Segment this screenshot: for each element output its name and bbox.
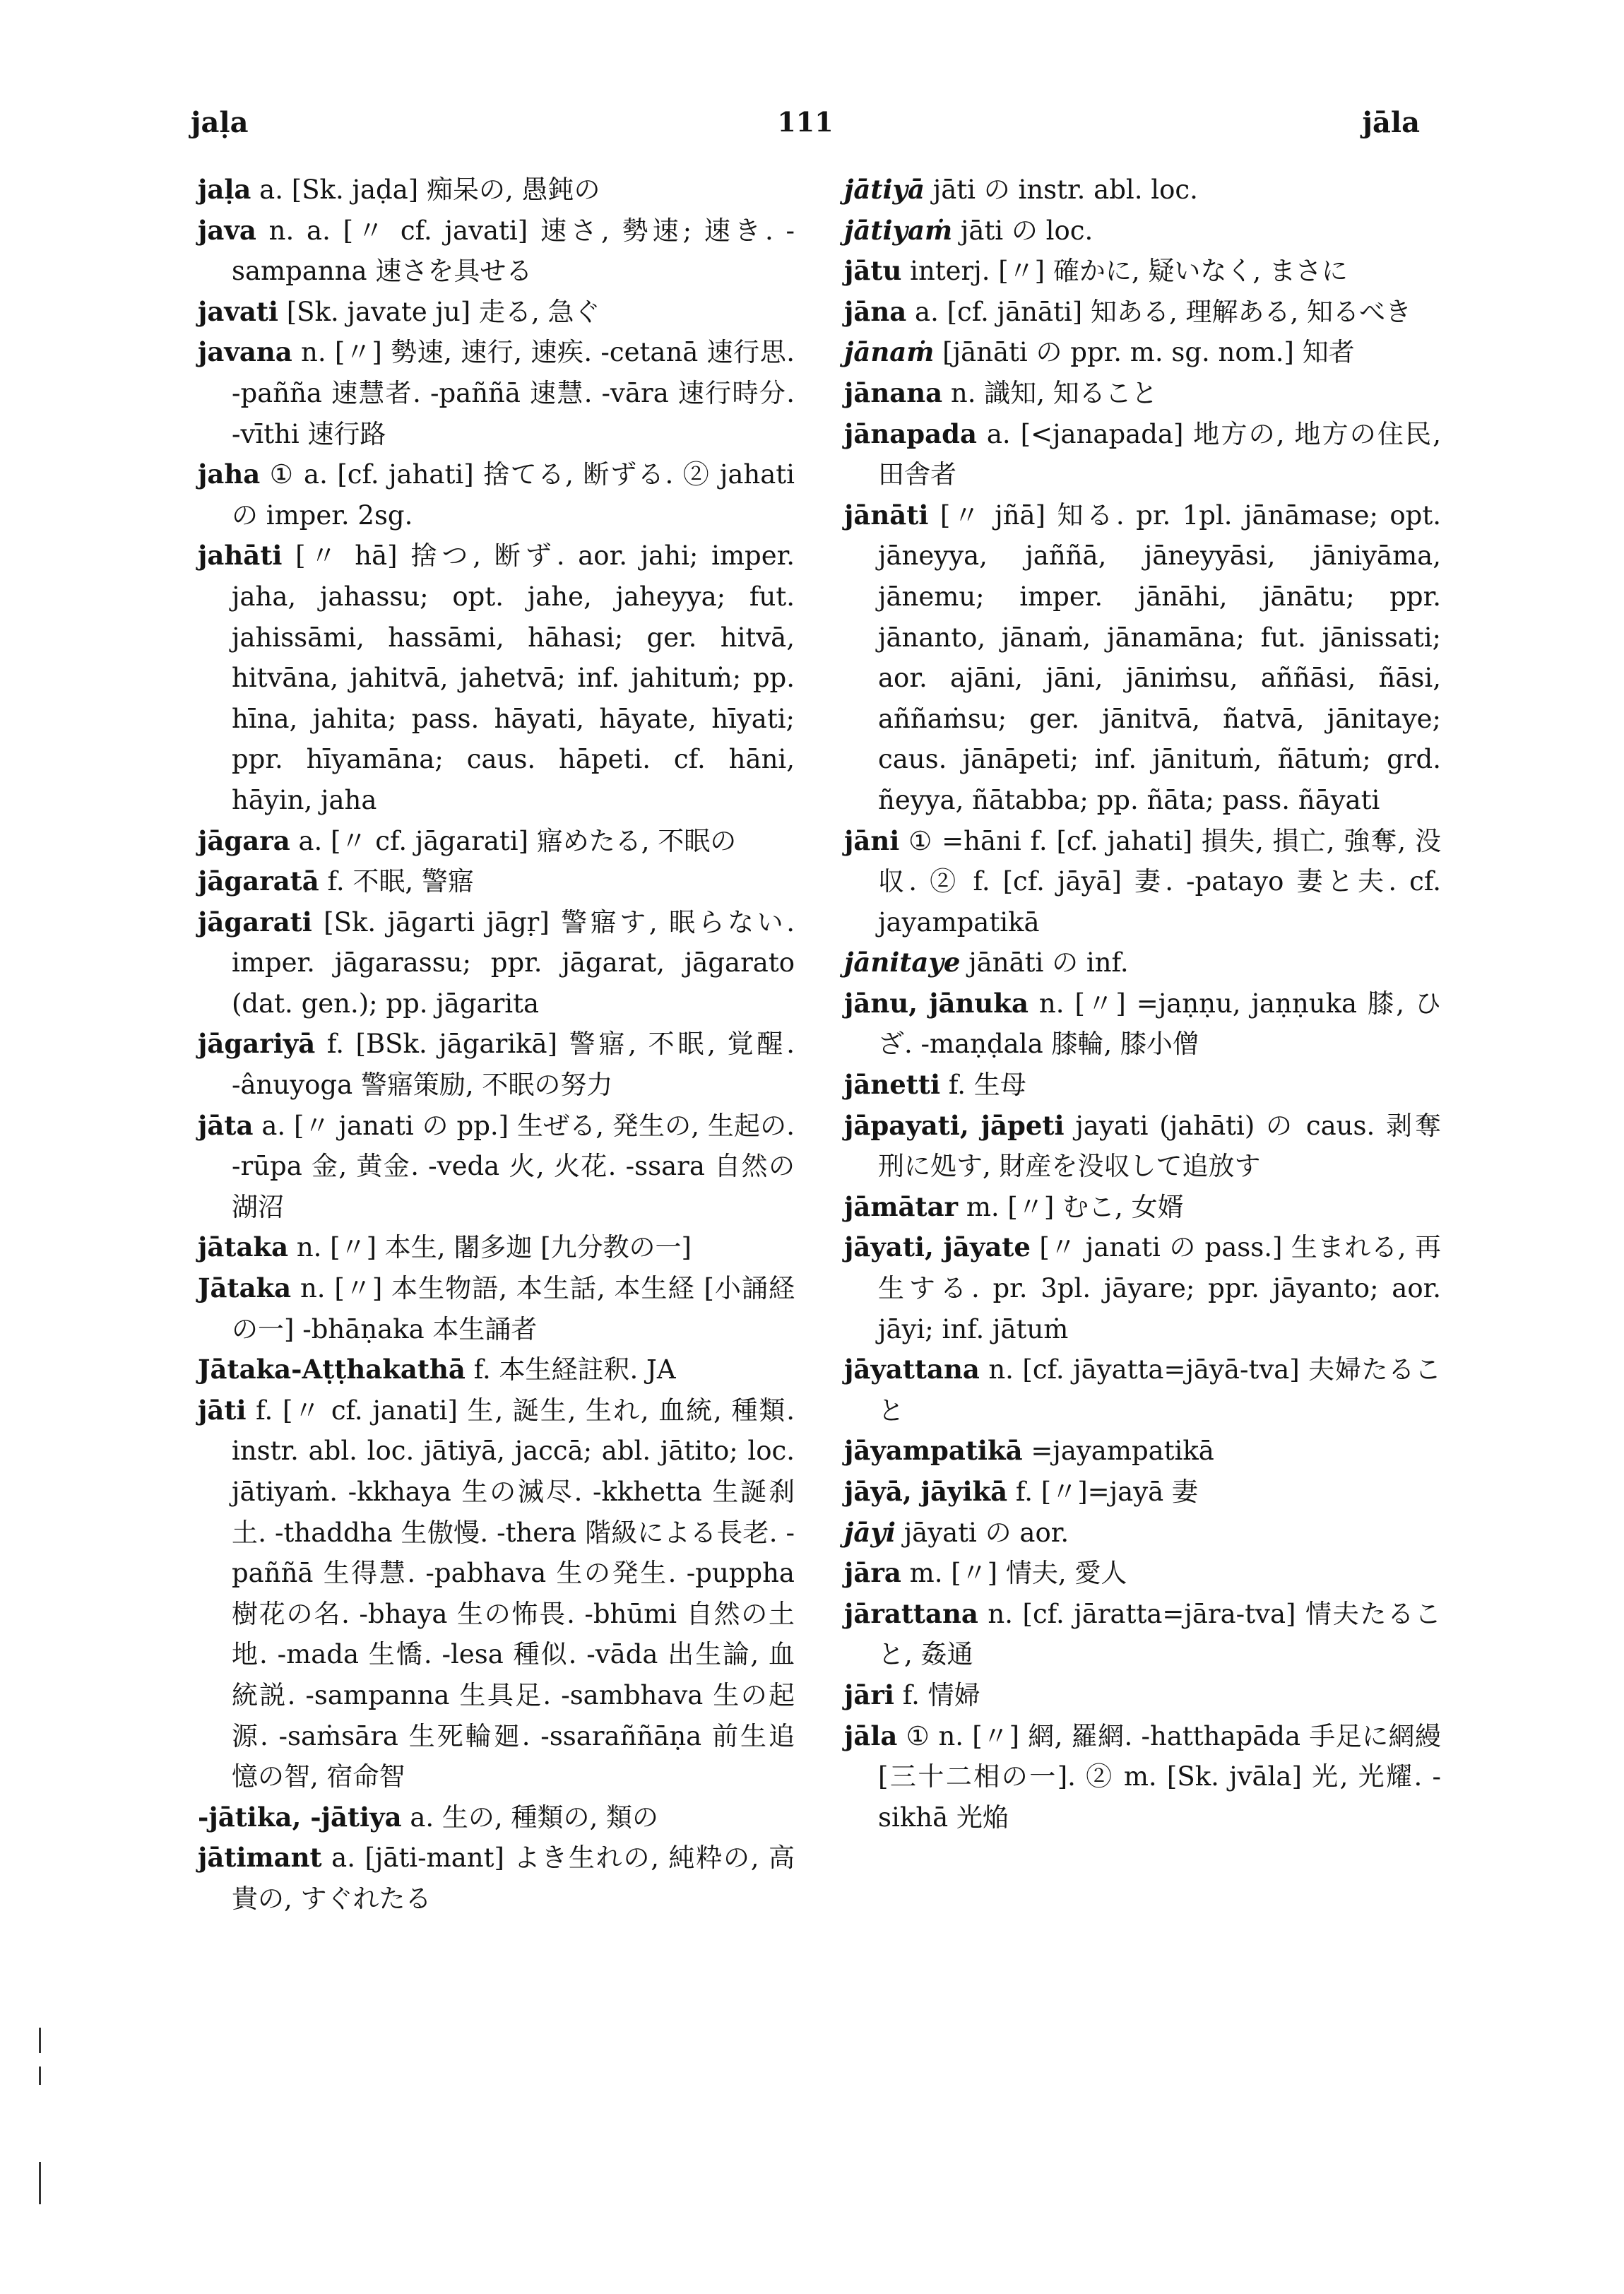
entry-headword: Jātaka <box>198 1272 292 1304</box>
dictionary-entry <box>198 1390 795 1797</box>
entry-headword: jātiyaṁ <box>844 214 953 246</box>
entry-definition: n. 識知, 知ること <box>950 377 1158 408</box>
dictionary-entry <box>198 1227 795 1268</box>
entry-definition: [jānāti の ppr. m. sg. nom.] 知者 <box>942 337 1355 368</box>
dictionary-entry <box>844 1065 1441 1106</box>
dictionary-entry <box>844 170 1441 211</box>
entry-definition: [〃 hā] 捨つ, 断ず. aor. jahi; imper. jaha, jahassu; opt. jahe, jaheyya; fut. jahissāmi, hassāmi, hāhasi; ger. hitvā, hitvāna, jahitvā, jahetvā; inf. jahituṁ; pp. hīna, jahita; pass. hāyati, hāyate, hīyati; ppr. hīyamāna; caus. hāpeti. cf. hāni, hāyin, jaha <box>232 540 795 815</box>
dictionary-entry <box>844 1431 1441 1472</box>
entry-headword: jārattana <box>844 1597 978 1629</box>
entry-definition: a. [〃 cf. jāgarati] 寤めたる, 不眠の <box>298 825 737 856</box>
entry-headword: jānaṁ <box>844 336 935 368</box>
dictionary-entry <box>844 1187 1441 1228</box>
left-column <box>198 170 795 1920</box>
entry-headword: jaḷa <box>198 174 251 205</box>
right-column <box>844 170 1441 1838</box>
entry-definition: n. [〃] 本生, 闍多迦 [九分教の一] <box>296 1232 692 1263</box>
entry-headword: jāna <box>844 295 907 327</box>
entry-definition: a. [cf. jānāti] 知ある, 理解ある, 知るべき <box>915 296 1412 327</box>
dictionary-entry <box>844 1675 1441 1716</box>
entry-definition: f. 本生経註釈. JA <box>473 1354 676 1385</box>
dictionary-entry <box>844 1227 1441 1349</box>
entry-definition: jāti の loc. <box>960 215 1093 246</box>
entry-headword: jānana <box>844 377 943 408</box>
dictionary-entry <box>844 373 1441 414</box>
dictionary-entry <box>844 495 1441 821</box>
entry-headword: jaha <box>198 459 261 490</box>
entry-definition: jayati (jahāti) の caus. 剥奪刑に処す, 財産を没収して追放す <box>878 1110 1441 1182</box>
entry-headword: jāmātar <box>844 1190 959 1222</box>
dictionary-entry <box>844 1349 1441 1431</box>
page-header <box>191 106 1420 155</box>
entry-headword: jātimant <box>198 1842 322 1874</box>
dictionary-entry <box>844 332 1441 373</box>
entry-definition: interj. [〃] 確かに, 疑いなく, まさに <box>910 256 1348 287</box>
entry-definition: ① n. [〃] 網, 羅網. -hatthapāda 手足に網縵 [三十二相の一]. ② m. [Sk. jvāla] 光, 光耀. -sikhā 光焔 <box>878 1720 1441 1833</box>
entry-definition: n. [〃] =jaṇṇu, jaṇṇuka 膝, ひざ. -maṇḍala 膝輪, 膝小僧 <box>878 988 1441 1060</box>
dictionary-entry <box>198 454 795 536</box>
entry-headword: jāyā, jāyikā <box>844 1476 1008 1507</box>
entry-definition: [Sk. jāgarti jāgṛ] 警寤す, 眠らない. imper. jāgarassu; ppr. jāgarat, jāgarato (dat. gen.); pp. jāgarita <box>232 906 795 1019</box>
entry-definition: f. 生母 <box>948 1070 1026 1101</box>
entry-definition: n. a. [〃 cf. javati] 速さ, 勢速; 速き. -sampanna 速さを具せる <box>232 215 795 287</box>
entry-headword: jāti <box>198 1394 247 1426</box>
dictionary-entry <box>198 211 795 292</box>
entry-definition: f. [〃 cf. janati] 生, 誕生, 生れ, 血統, 種類. instr. abl. loc. jātiyā, jaccā; abl. jātito; loc. jātiyaṁ. -kkhaya 生の滅尽. -kkhetta 生誕刹土. -thaddha 生傲慢. -thera 階級による長老. -paññā 生得慧. -pabhava 生の発生. -puppha 樹花の名. -bhaya 生の怖畏. -bhūmi 自然の土地. -mada 生憍. -lesa 種似. -vāda 出生論, 血統説. -sampanna 生具足. -sambhava 生の起源. -saṁsāra 生死輪廻. -ssaraññāṇa 前生追憶の智, 宿命智 <box>232 1395 795 1792</box>
page-number: 111 <box>777 106 834 138</box>
dictionary-entry <box>198 1349 795 1390</box>
margin-mark <box>39 2028 41 2053</box>
entry-definition: f. [〃]=jayā 妻 <box>1015 1477 1198 1507</box>
entry-headword: jāyampatikā <box>844 1435 1023 1467</box>
entry-headword: jāgaratā <box>198 865 319 897</box>
dictionary-entry <box>198 821 795 862</box>
dictionary-entry <box>198 536 795 820</box>
dictionary-entry <box>844 292 1441 333</box>
entry-definition: jānāti の inf. <box>968 947 1129 979</box>
entry-definition: f. 不眠, 警寤 <box>327 866 474 897</box>
entry-definition: a. [Sk. jaḍa] 痴呆の, 愚鈍の <box>259 175 600 205</box>
entry-headword: jāla <box>844 1720 898 1751</box>
entry-headword: jātaka <box>198 1231 289 1263</box>
dictionary-entry <box>198 1024 795 1105</box>
dictionary-entry <box>844 942 1441 983</box>
entry-definition: [〃 janati の pass.] 生まれる, 再生する. pr. 3pl. jāyare; ppr. jāyanto; aor. jāyi; inf. jātuṁ <box>878 1232 1441 1344</box>
entry-headword: jāyati, jāyate <box>844 1231 1031 1263</box>
dictionary-entry <box>198 1268 795 1349</box>
entry-headword: jahāti <box>198 540 283 572</box>
dictionary-entry <box>844 1472 1441 1513</box>
entry-definition: n. [〃] 本生物語, 本生話, 本生経 [小誦経の一] -bhāṇaka 本生誦者 <box>232 1273 795 1344</box>
entry-headword: jāgara <box>198 824 290 856</box>
entry-headword: Jātaka-Aṭṭhakathā <box>198 1354 466 1385</box>
entry-definition: a. [<janapada] 地方の, 地方の住民, 田舎者 <box>878 418 1441 490</box>
entry-definition: f. 情婦 <box>902 1679 980 1710</box>
dictionary-entry <box>844 1106 1441 1187</box>
dictionary-entry <box>198 1106 795 1228</box>
entry-headword: jānapada <box>844 418 977 449</box>
entry-definition: n. [〃] 勢速, 速行, 速疾. -cetanā 速行思. -pañña 速慧者. -paññā 速慧. -vāra 速行時分. -vīthi 速行路 <box>232 337 795 449</box>
entry-headword: jānāti <box>844 499 929 531</box>
dictionary-entry <box>844 821 1441 943</box>
entry-headword: jānu, jānuka <box>844 987 1029 1019</box>
entry-headword: jāyi <box>844 1516 896 1548</box>
entry-headword: jāta <box>198 1109 254 1141</box>
dictionary-entry <box>844 1594 1441 1675</box>
dictionary-entry <box>844 211 1441 252</box>
entry-headword: jāgarati <box>198 906 312 938</box>
entry-headword: jāni <box>844 824 900 856</box>
entry-definition: n. [cf. jāyatta=jāyā-tva] 夫婦たること <box>878 1354 1441 1426</box>
dictionary-entry <box>198 1797 795 1838</box>
entry-headword: jāra <box>844 1557 901 1589</box>
margin-mark <box>39 2067 41 2085</box>
dictionary-entry <box>198 902 795 1024</box>
entry-headword: jāgariyā <box>198 1028 316 1060</box>
entry-headword: -jātika, -jātiya <box>198 1801 402 1833</box>
entry-definition: m. [〃] 情夫, 愛人 <box>909 1558 1127 1589</box>
dictionary-entry <box>198 1838 795 1919</box>
dictionary-entry <box>198 332 795 454</box>
margin-mark <box>39 2162 41 2204</box>
entry-definition: a. 生の, 種類の, 類の <box>410 1802 658 1833</box>
entry-headword: jāyattana <box>844 1354 980 1385</box>
entry-definition: jāyati の aor. <box>903 1517 1069 1548</box>
entry-definition: ① a. [cf. jahati] 捨てる, 断ずる. ② jahati の imper. 2sg. <box>232 459 795 531</box>
entry-headword: jātiyā <box>844 174 925 205</box>
entry-headword: jāri <box>844 1679 894 1710</box>
entry-headword: jāpayati, jāpeti <box>844 1109 1065 1141</box>
entry-definition: a. [jāti-mant] よき生れの, 純粋の, 高貴の, すぐれたる <box>232 1843 795 1914</box>
entry-headword: jānitaye <box>844 947 961 979</box>
entry-definition: f. [BSk. jāgarikā] 警寤, 不眠, 覚醒. -ânuyoga 警寤策励, 不眠の努力 <box>232 1029 795 1101</box>
header-left-guideword: jaḷa <box>191 106 249 139</box>
entry-headword: javati <box>198 295 278 327</box>
header-right-guideword: jāla <box>1362 106 1420 139</box>
dictionary-entry <box>844 1716 1441 1838</box>
entry-definition: m. [〃] むこ, 女婿 <box>966 1191 1184 1222</box>
dictionary-entry <box>198 292 795 333</box>
dictionary-entry <box>198 170 795 211</box>
dictionary-entry <box>844 1553 1441 1594</box>
entry-headword: jānetti <box>844 1069 941 1101</box>
entry-definition: n. [cf. jāratta=jāra-tva] 情夫たること, 姦通 <box>878 1598 1441 1670</box>
dictionary-entry <box>844 983 1441 1065</box>
entry-definition: =jayampatikā <box>1031 1436 1214 1467</box>
entry-definition: ① =hāni f. [cf. jahati] 損失, 損亡, 強奪, 没収. ② f. [cf. jāyā] 妻. -patayo 妻と夫. cf. jayampatikā <box>878 825 1441 938</box>
entry-definition: jāti の instr. abl. loc. <box>932 175 1198 205</box>
entry-definition: [Sk. javate ju] 走る, 急ぐ <box>286 296 600 327</box>
entry-definition: a. [〃 janati の pp.] 生ぜる, 発生の, 生起の. -rūpa 金, 黄金. -veda 火, 火花. -ssara 自然の湖沼 <box>232 1110 795 1222</box>
dictionary-entry <box>198 861 795 902</box>
dictionary-entry <box>844 1513 1441 1554</box>
entry-headword: jātu <box>844 255 902 287</box>
entry-headword: javana <box>198 336 292 368</box>
dictionary-entry <box>844 251 1441 292</box>
entry-headword: java <box>198 214 256 246</box>
dictionary-entry <box>844 414 1441 495</box>
entry-definition: [〃 jñā] 知る. pr. 1pl. jānāmase; opt. jāneyya, jaññā, jāneyyāsi, jāniyāma, jānemu; imper. jānāhi, jānātu; ppr. jānanto, jānaṁ, jānamāna; fut. jānissati; aor. ajāni, jāni, jāniṁsu, aññāsi, ñāsi, aññaṁsu; ger. jānitvā, ñatvā, jānitaye; caus. jānāpeti; inf. jānituṁ, ñātuṁ; grd. ñeyya, ñātabba; pp. ñāta; pass. ñāyati <box>878 499 1442 815</box>
